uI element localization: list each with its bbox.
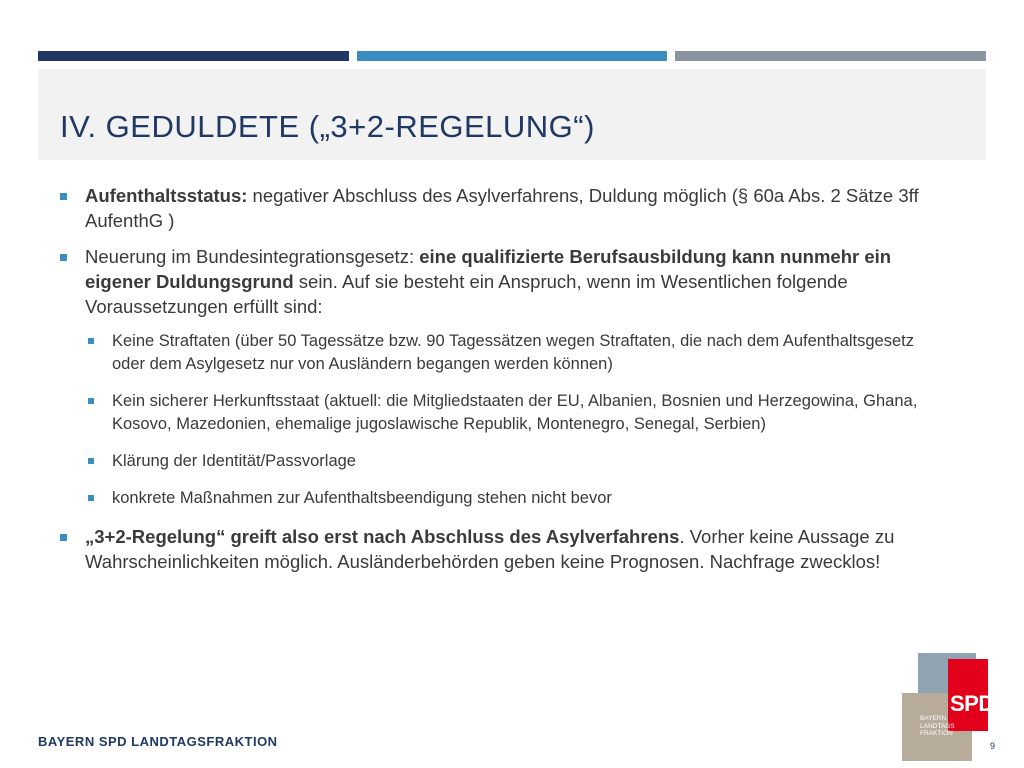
- slide-title: IV. GEDULDETE („3+2-REGELUNG“): [60, 109, 595, 144]
- bullet-text: Keine Straftaten (über 50 Tagessätze bzw. 90 Tagessätzen wegen Straftaten, die nach dem Aufenthaltsgesetz oder dem Asylgesetz nur von Ausländern begangen werden können): [112, 332, 914, 373]
- spd-logo: [902, 653, 994, 761]
- bullet-text: Neuerung im Bundesintegrationsgesetz:: [85, 246, 420, 267]
- bullet-item: [58, 244, 948, 319]
- bullet-text-bold: „3+2-Regelung“ greift also erst nach Abschluss des Asylverfahrens: [85, 526, 680, 547]
- logo-line-1: BAYERN: [920, 715, 947, 722]
- top-accent-bar-gray: [675, 51, 986, 61]
- logo-wordmark: SPD: [950, 691, 994, 716]
- bullet-square-icon: [60, 534, 67, 541]
- top-accent-bar-dark: [38, 51, 349, 61]
- bullet-text: negativer Abschluss des Asylverfahrens, Duldung möglich (§ 60a Abs. 2 Sätze 3ff AufenthG ): [85, 185, 919, 231]
- page-number: 9: [990, 741, 996, 751]
- bullet-text-bold: eine qualifizierte Berufsausbildung kann nunmehr ein eigener Duldungsgrund: [85, 246, 892, 292]
- bullet-text-bold: Aufenthaltsstatus:: [85, 185, 248, 206]
- bullet-text: Kein sicherer Herkunftsstaat (aktuell: die Mitgliedstaaten der EU, Albanien, Bosnien und Herzegowina, Ghana, Kosovo, Mazedonien, ehemalige jugoslawische Republik, Montenegro, Senegal, Serbien): [112, 392, 918, 433]
- bullet-text: Klärung der Identität/Passvorlage: [112, 452, 356, 470]
- footer-text: BAYERN SPD LANDTAGSFRAKTION: [38, 734, 278, 749]
- sub-bullet-item: [85, 390, 948, 436]
- bullet-square-icon: [88, 458, 94, 464]
- logo-subtitle: [920, 715, 956, 738]
- bullet-item: [58, 183, 948, 233]
- bullet-text: . Vorher keine Aussage zu Wahrscheinlichkeiten möglich. Ausländerbehörden geben keine Prognosen. Nachfrage zwecklos!: [85, 526, 895, 572]
- sub-bullet-item: [85, 450, 948, 473]
- logo-line-3: FRAKTION: [920, 730, 953, 737]
- sub-bullet-item: [85, 487, 948, 510]
- bullet-text: konkrete Maßnahmen zur Aufenthaltsbeendigung stehen nicht bevor: [112, 489, 612, 507]
- bullet-square-icon: [60, 193, 67, 200]
- bullet-square-icon: [88, 495, 94, 501]
- sub-bullet-item: [85, 330, 948, 376]
- bullet-list: [58, 183, 948, 585]
- bullet-text: sein. Auf sie besteht ein Anspruch, wenn im Wesentlichen folgende Voraussetzungen erfüllt sind:: [85, 271, 848, 317]
- title-band: [38, 69, 986, 160]
- top-accent-bar-blue: [357, 51, 667, 61]
- bullet-square-icon: [88, 398, 94, 404]
- bullet-square-icon: [88, 338, 94, 344]
- bullet-square-icon: [60, 254, 67, 261]
- bullet-item: [58, 524, 948, 574]
- logo-line-2: LANDTAGS: [920, 722, 955, 730]
